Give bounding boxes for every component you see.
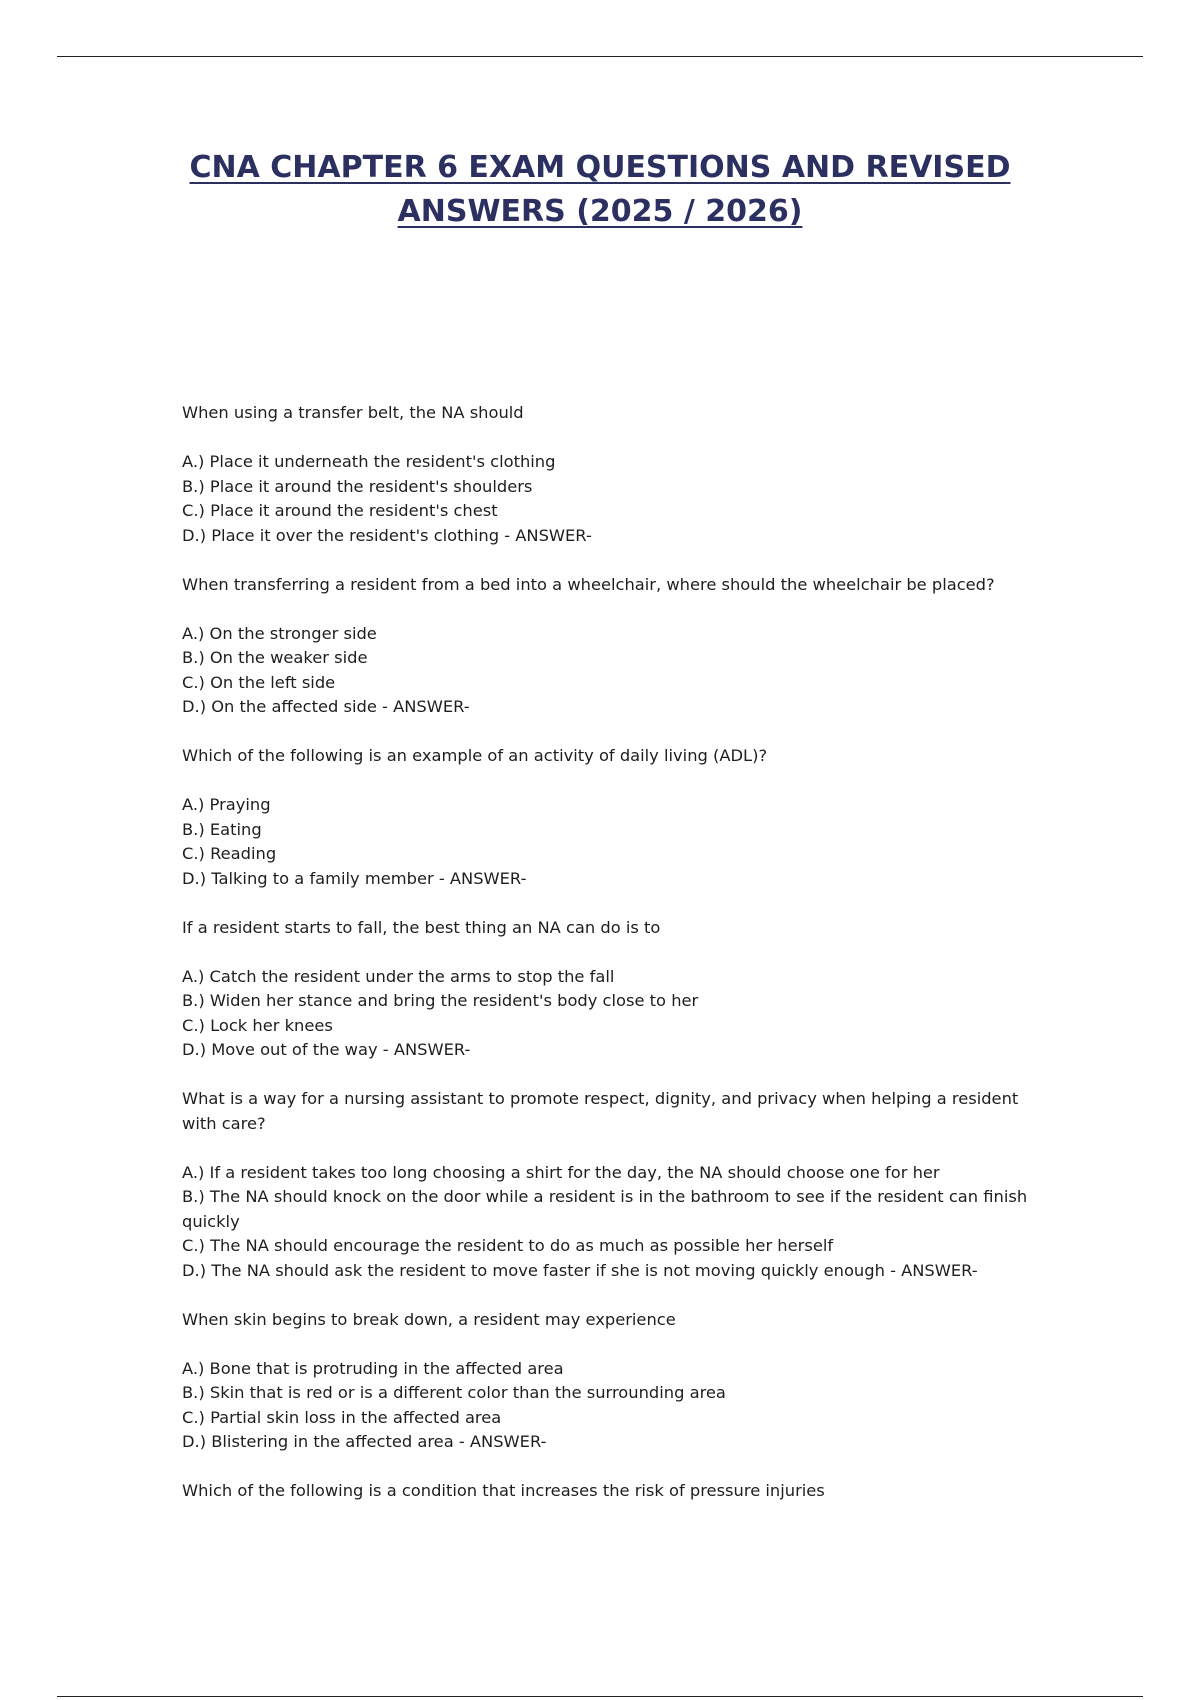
option-d: D.) Place it over the resident's clothing - ANSWER-	[182, 525, 592, 545]
question-block	[182, 916, 1042, 1063]
option-c: C.) Partial skin loss in the affected area	[182, 1407, 502, 1427]
option-a: A.) Praying	[182, 795, 271, 814]
option-a: A.) Catch the resident under the arms to stop the fall	[182, 966, 615, 986]
option-b: B.) Place it around the resident's shoulders	[182, 476, 533, 496]
question-list	[182, 401, 1042, 1528]
question-text: If a resident starts to fall, the best thing an NA can do is to	[182, 917, 661, 937]
question-text: Which of the following is a condition that increases the risk of pressure injuries	[182, 1481, 825, 1500]
question-block	[182, 1308, 1042, 1455]
question-block	[182, 744, 1042, 891]
option-c: C.) On the left side	[182, 672, 336, 692]
document-title	[0, 146, 1200, 234]
question-block	[182, 573, 1042, 720]
option-b: B.) On the weaker side	[182, 648, 368, 667]
title-line-2: ANSWERS (2025 / 2026)	[397, 194, 803, 229]
question-text: What is a way for a nursing assistant to promote respect, dignity, and privacy when helping a resident with care?	[182, 1089, 1019, 1133]
option-d: D.) Blistering in the affected area - ANSWER-	[182, 1432, 547, 1451]
option-b: B.) Skin that is red or is a different color than the surrounding area	[182, 1383, 726, 1402]
question-text: When using a transfer belt, the NA should	[182, 403, 524, 422]
option-a: A.) If a resident takes too long choosing a shirt for the day, the NA should choose one for her	[182, 1162, 940, 1182]
question-block	[182, 1087, 1042, 1283]
question-text: Which of the following is an example of an activity of daily living (ADL)?	[182, 746, 768, 765]
question-text: When skin begins to break down, a resident may experience	[182, 1309, 676, 1329]
question-block	[182, 401, 1042, 548]
option-a: A.) Place it underneath the resident's clothing	[182, 452, 556, 471]
option-a: A.) On the stronger side	[182, 623, 377, 643]
option-d: D.) Talking to a family member - ANSWER-	[182, 868, 527, 888]
option-a: A.) Bone that is protruding in the affected area	[182, 1358, 564, 1378]
question-block	[182, 1479, 1042, 1504]
top-rule	[57, 56, 1143, 57]
option-b: B.) Eating	[182, 819, 262, 839]
option-c: C.) Place it around the resident's chest	[182, 501, 498, 520]
title-line-1: CNA CHAPTER 6 EXAM QUESTIONS AND REVISED	[189, 150, 1011, 185]
option-d: D.) On the affected side - ANSWER-	[182, 697, 470, 716]
question-text: When transferring a resident from a bed into a wheelchair, where should the wheelchair be placed?	[182, 574, 995, 594]
option-c: C.) The NA should encourage the resident to do as much as possible her herself	[182, 1236, 834, 1255]
option-c: C.) Reading	[182, 844, 277, 863]
option-c: C.) Lock her knees	[182, 1015, 333, 1035]
option-b: B.) Widen her stance and bring the resident's body close to her	[182, 991, 699, 1010]
option-b: B.) The NA should knock on the door while a resident is in the bathroom to see if the resident can finish quickly	[182, 1187, 1028, 1231]
option-d: D.) Move out of the way - ANSWER-	[182, 1040, 471, 1059]
option-d: D.) The NA should ask the resident to move faster if she is not moving quickly enough - ANSWER-	[182, 1260, 978, 1280]
bottom-rule	[57, 1696, 1143, 1697]
